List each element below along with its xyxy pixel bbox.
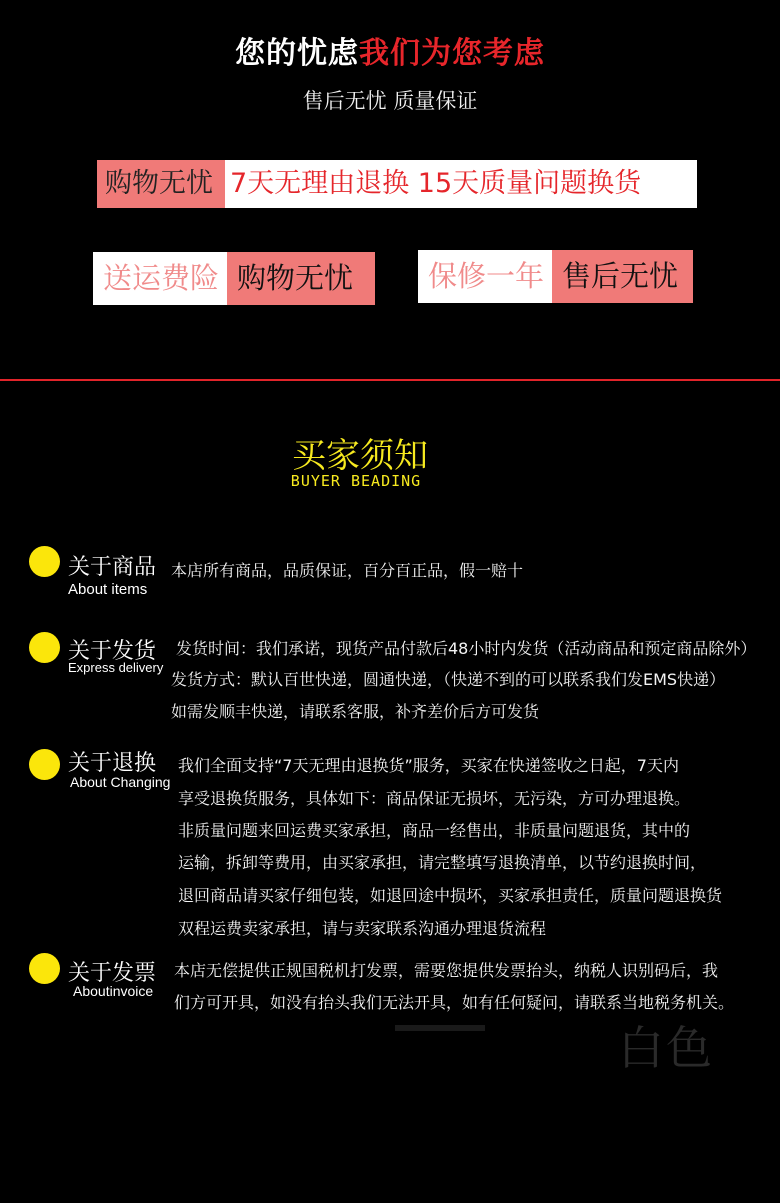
section-invoice-subtitle: Aboutinvoice [73, 983, 154, 999]
section-changing-line: 享受退换货服务，具体如下：商品保证无损坏，无污染，方可办理退换。 [178, 789, 691, 808]
watermark-text: 白色 [618, 1021, 714, 1075]
bullet-dot-icon [29, 632, 60, 663]
section-changing-line: 退回商品请买家仔细包装，如退回途中损坏，买家承担责任，质量问题退换货 [178, 886, 723, 905]
notice-subtitle: BUYER BEADING [290, 472, 422, 490]
section-items-title: 关于商品 [68, 555, 157, 580]
section-changing-line: 非质量问题来回运费买家承担，商品一经售出，非质量问题退货，其中的 [178, 821, 691, 840]
section-changing-title: 关于退换 [68, 751, 157, 776]
section-delivery-line: 如需发顺丰快递，请联系客服，补齐差价后方可发货 [171, 702, 540, 721]
headline [0, 28, 780, 72]
section-changing-line: 我们全面支持“7天无理由退换货”服务，买家在快递签收之日起，7天内 [178, 756, 679, 775]
badge-pink-label: 售后无忧 [552, 250, 693, 303]
faint-watermark-strip [395, 1025, 485, 1031]
section-items-subtitle: About items [68, 581, 148, 598]
section-changing-subtitle: About Changing [70, 774, 171, 790]
freight-insurance-badge [93, 252, 375, 305]
bullet-dot-icon [29, 953, 60, 984]
section-invoice-line: 本店无偿提供正规国税机打发票，需要您提供发票抬头，纳税人识别码后，我 [174, 961, 719, 980]
badge-white-label: 保修一年 [418, 250, 552, 303]
notice-title: 买家须知 [292, 436, 428, 476]
badge-white-label: 送运费险 [93, 252, 227, 305]
guarantee-bar [97, 160, 697, 208]
section-delivery-line: 发货方式：默认百世快递，圆通快递，（快递不到的可以联系我们发EMS快递） [171, 670, 726, 689]
guarantee-bar-text: 7天无理由退换 15天质量问题换货 [225, 160, 697, 208]
bullet-dot-icon [29, 546, 60, 577]
headline-red: 我们为您考虑 [359, 36, 545, 71]
section-items-line: 本店所有商品，品质保证，百分百正品，假一赔十 [171, 561, 524, 580]
section-invoice-title: 关于发票 [68, 961, 157, 986]
section-changing-line: 运输，拆卸等费用，由买家承担，请完整填写退换清单，以节约退换时间， [178, 853, 707, 872]
headline-white: 您的忧虑 [235, 36, 359, 71]
section-delivery-title: 关于发货 [68, 639, 157, 664]
guarantee-bar-label: 购物无忧 [97, 160, 225, 208]
subheadline: 售后无忧 质量保证 [302, 89, 478, 113]
section-delivery-subtitle: Express delivery [68, 660, 164, 675]
section-delivery-line: 发货时间：我们承诺，现货产品付款后48小时内发货（活动商品和预定商品除外） [176, 639, 757, 658]
warranty-badge [418, 250, 693, 303]
section-changing-line: 双程运费卖家承担，请与卖家联系沟通办理退货流程 [178, 919, 547, 938]
section-divider [0, 379, 780, 381]
badge-pink-label: 购物无忧 [227, 252, 375, 305]
section-invoice-line: 们方可开具，如没有抬头我们无法开具，如有任何疑问，请联系当地税务机关。 [174, 993, 735, 1012]
bullet-dot-icon [29, 749, 60, 780]
